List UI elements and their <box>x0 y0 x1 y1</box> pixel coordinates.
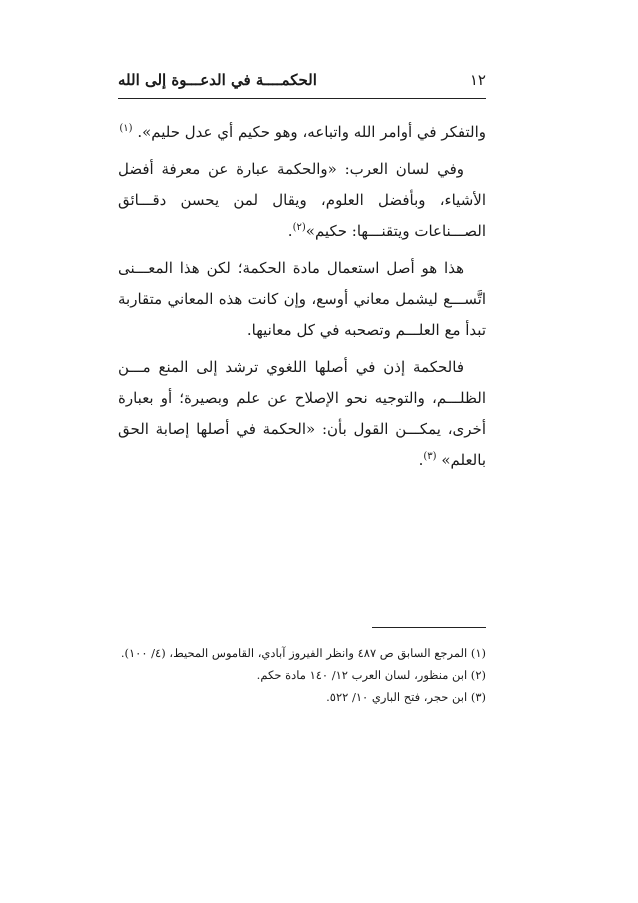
paragraph <box>118 253 486 346</box>
footnote: (١) المرجع السابق ص ٤٨٧ وانظر الفيروز آبادي، القاموس المحيط، (٤/ ١٠٠). <box>120 646 486 660</box>
paragraph <box>118 154 486 247</box>
page-number: ١٢ <box>469 71 486 89</box>
running-title: الحكمــــة في الدعـــوة إلى الله <box>118 71 317 89</box>
footnote-ref: (٢) <box>292 222 306 233</box>
footnotes <box>118 642 486 708</box>
footnote-ref: (٣) <box>423 451 437 462</box>
paragraph-text: فالحكمة إذن في أصلها اللغوي ترشد إلى المنع مـــن الظلـــم، والتوجيه نحو الإصلاح عن علم وبصيرة؛ أو بعبارة أخرى، يمكـــن القول بأن: «الحكمة في أصلها إصابة الحق بالعلم» <box>118 358 486 469</box>
footnote-ref: (١) <box>119 123 133 134</box>
paragraph <box>118 117 486 148</box>
footnote-divider <box>372 627 486 628</box>
paragraph-text: وفي لسان العرب: «والحكمة عبارة عن معرفة أفضل الأشياء، وبأفضل العلوم، ويقال لمن يحسن دقـــائق الصـــناعات ويتقنـــها: حكيم» <box>118 160 486 240</box>
main-text <box>118 117 486 482</box>
footnote: (٣) ابن حجر، فتح الباري ١٠/ ٥٢٢. <box>326 690 486 704</box>
paragraph-tail: . <box>287 222 293 240</box>
paragraph-text: والتفكر في أوامر الله واتباعه، وهو حكيم أي عدل حليم». <box>137 123 486 141</box>
paragraph-tail: . <box>418 451 424 469</box>
paragraph-text: هذا هو أصل استعمال مادة الحكمة؛ لكن هذا المعـــنى اتَّســـع ليشمل معاني أوسع، وإن كانت هذه المعاني متقاربة تبدأ مع العلـــم وتصحبه في كل معانيها. <box>118 259 486 339</box>
paragraph <box>118 352 486 476</box>
running-header <box>118 68 486 99</box>
footnote: (٢) ابن منظور، لسان العرب ١٢/ ١٤٠ مادة حكم. <box>256 668 486 682</box>
